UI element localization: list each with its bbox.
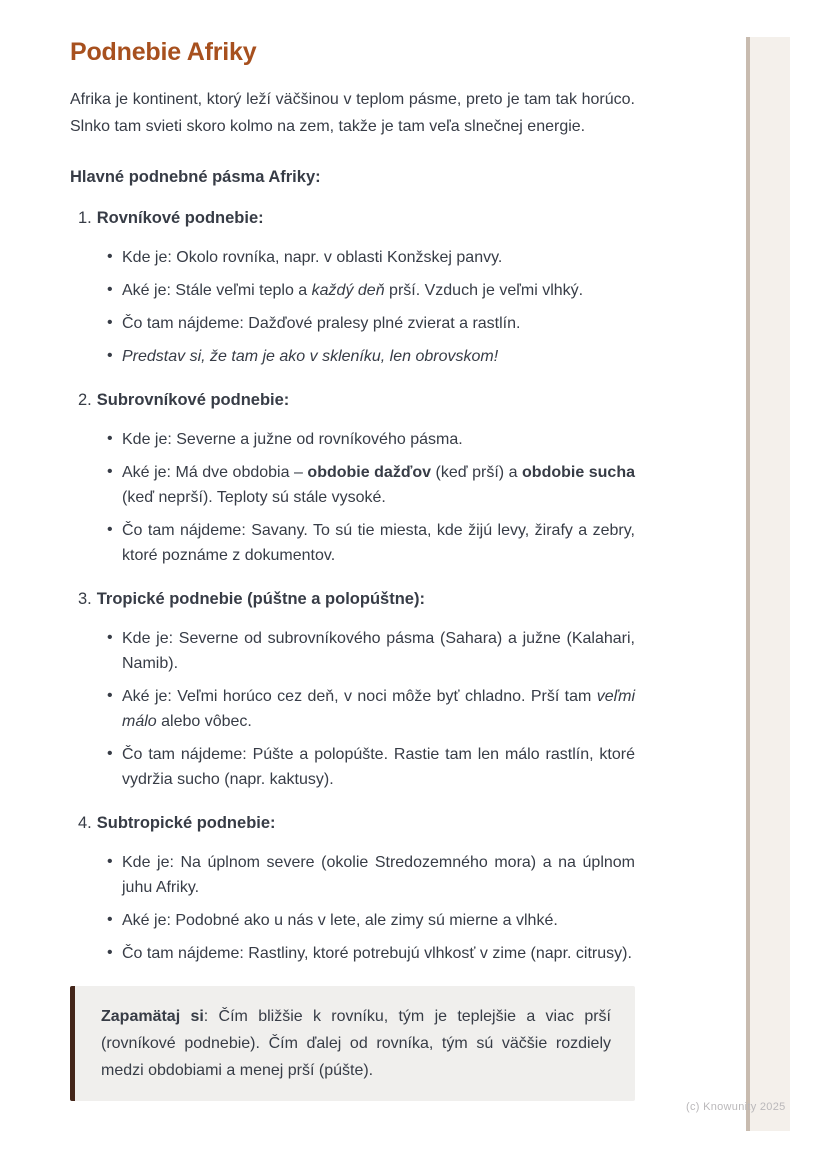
bullet-icon: • — [107, 853, 113, 870]
bullet-item — [70, 245, 635, 270]
bullet-item — [70, 908, 635, 933]
bullet-text: Čo tam nájdeme: Púšte a polopúšte. Rastie tam len málo rastlín, ktoré vydržia sucho (napr. kaktusy). — [122, 746, 635, 788]
bullet-text: Kde je: Severne od subrovníkového pásma (Sahara) a južne (Kalahari, Namib). — [122, 630, 635, 672]
bullet-item — [70, 278, 635, 303]
section-number: 1. — [78, 209, 92, 227]
bullet-text: Predstav si, že tam je ako v skleníku, len obrovskom! — [122, 348, 499, 365]
bullet-list — [70, 850, 635, 966]
climate-zone-item-1 — [70, 205, 635, 369]
document-content — [70, 38, 635, 1101]
section-number: 4. — [78, 814, 92, 832]
right-margin-stripe — [746, 37, 790, 1131]
bullet-list — [70, 427, 635, 568]
section-title — [70, 586, 635, 613]
bullet-text: Kde je: Severne a južne od rovníkového pásma. — [122, 431, 463, 448]
section-title — [70, 205, 635, 232]
bullet-item — [70, 626, 635, 676]
bullet-text: Aké je: Veľmi horúco cez deň, v noci môže byť chladno. Prší tam veľmi málo alebo vôbec. — [122, 688, 635, 730]
bullet-list — [70, 626, 635, 792]
bullet-icon: • — [107, 521, 113, 538]
climate-zone-item-4 — [70, 810, 635, 966]
bullet-icon: • — [107, 911, 113, 928]
remember-callout — [70, 986, 635, 1101]
bullet-item — [70, 311, 635, 336]
bullet-list — [70, 245, 635, 369]
bullet-item — [70, 742, 635, 792]
bullet-text: Čo tam nájdeme: Dažďové pralesy plné zvierat a rastlín. — [122, 315, 521, 332]
section-number: 2. — [78, 391, 92, 409]
section-title — [70, 810, 635, 837]
bullet-icon: • — [107, 687, 113, 704]
bullet-icon: • — [107, 629, 113, 646]
bullet-icon: • — [107, 745, 113, 762]
bullet-text: Čo tam nájdeme: Rastliny, ktoré potrebujú vlhkosť v zime (napr. citrusy). — [122, 945, 632, 962]
bullet-item — [70, 344, 635, 369]
bullet-icon: • — [107, 944, 113, 961]
bullet-icon: • — [107, 430, 113, 447]
bullet-text: Čo tam nájdeme: Savany. To sú tie miesta, kde žijú levy, žirafy a zebry, ktoré poznáme z dokumentov. — [122, 522, 635, 564]
bullet-item — [70, 684, 635, 734]
bullet-item — [70, 460, 635, 510]
bullet-icon: • — [107, 463, 113, 480]
bullet-icon: • — [107, 347, 113, 364]
section-title — [70, 387, 635, 414]
climate-zone-item-3 — [70, 586, 635, 792]
section-number: 3. — [78, 590, 92, 608]
bullet-icon: • — [107, 281, 113, 298]
section-title-text: Subrovníkové podnebie: — [96, 391, 290, 409]
bullet-item — [70, 941, 635, 966]
climate-zone-item-2 — [70, 387, 635, 568]
section-title-text: Subtropické podnebie: — [96, 814, 276, 832]
bullet-text: Kde je: Okolo rovníka, napr. v oblasti Konžskej panvy. — [122, 249, 503, 266]
section-title-text: Rovníkové podnebie: — [96, 209, 264, 227]
bullet-text: Kde je: Na úplnom severe (okolie Stredozemného mora) a na úplnom juhu Afriky. — [122, 854, 635, 896]
intro-paragraph: Afrika je kontinent, ktorý leží väčšinou v teplom pásme, preto je tam tak horúco. Slnko tam svieti skoro kolmo na zem, takže je tam veľa slnečnej energie. — [70, 91, 635, 135]
remember-text: Zapamätaj si: Čím bližšie k rovníku, tým je teplejšie a viac prší (rovníkové podnebie). Čím ďalej od rovníka, tým sú väčšie rozdiely medzi obdobiami a menej prší (púšte). — [101, 1008, 611, 1079]
sections-heading: Hlavné podnebné pásma Afriky: — [70, 168, 321, 186]
climate-zones-list — [70, 205, 635, 966]
bullet-text: Aké je: Má dve obdobia – obdobie dažďov (keď prší) a obdobie sucha (keď neprší). Teploty sú stále vysoké. — [122, 464, 635, 506]
bullet-icon: • — [107, 248, 113, 265]
page-title: Podnebie Afriky — [70, 38, 257, 66]
bullet-text: Aké je: Stále veľmi teplo a každý deň prší. Vzduch je veľmi vlhký. — [122, 282, 584, 299]
bullet-text: Aké je: Podobné ako u nás v lete, ale zimy sú mierne a vlhké. — [122, 912, 558, 929]
bullet-item — [70, 518, 635, 568]
bullet-item — [70, 427, 635, 452]
section-title-text: Tropické podnebie (púštne a polopúštne): — [96, 590, 425, 608]
bullet-item — [70, 850, 635, 900]
bullet-icon: • — [107, 314, 113, 331]
watermark-text: (c) Knowunity 2025 — [686, 1101, 786, 1113]
